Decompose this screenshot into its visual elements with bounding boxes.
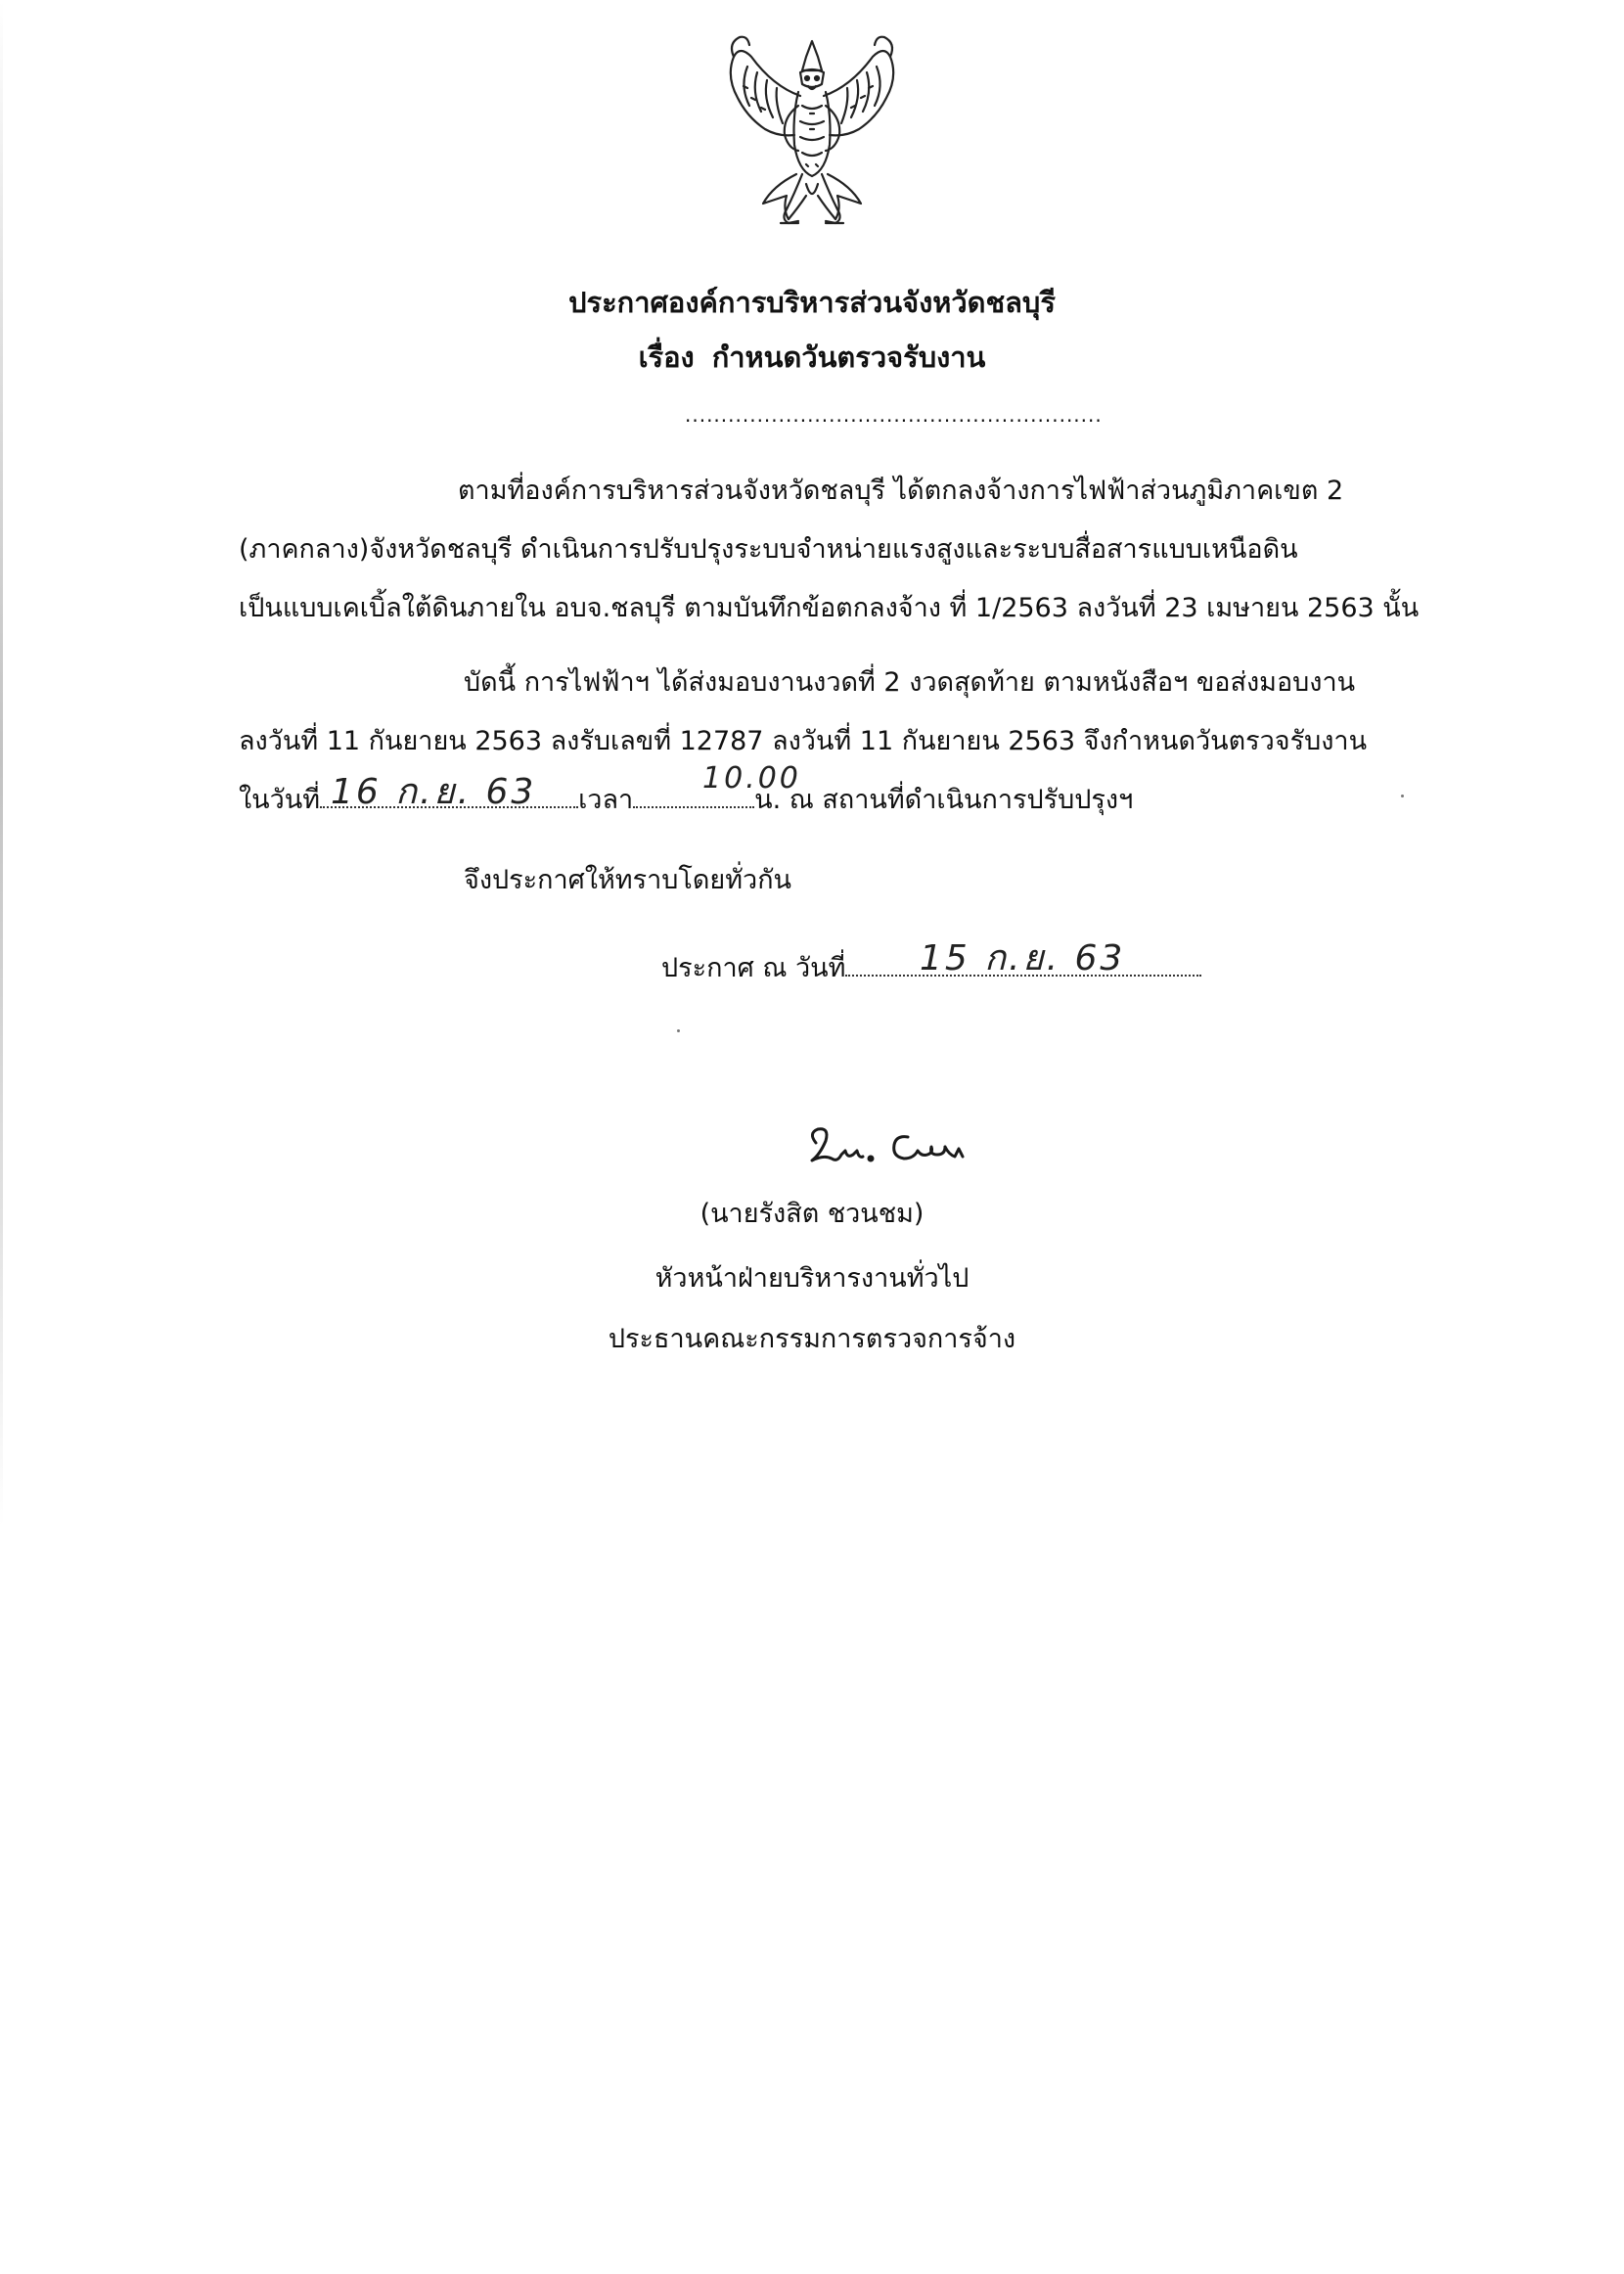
paragraph-2-line-2: ลงวันที่ 11 กันยายน 2563 ลงรับเลขที่ 12787 ลงวันที่ 11 กันยายน 2563 จึงกำหนดวันตรวจรับงาน xyxy=(239,726,1368,756)
paragraph-3: จึงประกาศให้ทราบโดยทั่วกัน xyxy=(464,865,791,895)
paragraph-2-line-1: บัดนี้ การไฟฟ้าฯ ได้ส่งมอบงานงวดที่ 2 งวดสุดท้าย ตามหนังสือฯ ขอส่งมอบงาน xyxy=(464,667,1356,698)
scan-speck xyxy=(1401,795,1404,797)
paragraph-1-line-2: (ภาคกลาง)จังหวัดชลบุรี ดำเนินการปรับปรุงระบบจำหน่ายแรงสูงและระบบสื่อสารแบบเหนือดิน xyxy=(239,534,1298,565)
title-separator: .......................................................... xyxy=(685,403,1103,427)
signatory-position-2: ประธานคณะกรรมการตรวจการจ้าง xyxy=(608,1324,1016,1354)
handwritten-inspection-time: 10.00 xyxy=(702,761,801,796)
announcement-subject xyxy=(0,335,1624,380)
location-text: น. ณ สถานที่ดำเนินการปรับปรุงฯ xyxy=(754,785,1134,815)
announcement-date-label: ประกาศ ณ วันที่ xyxy=(661,953,846,983)
garuda-emblem-icon xyxy=(704,27,920,243)
handwritten-signature-icon xyxy=(802,1115,998,1184)
signatory-name: (นายรังสิต ชวนชม) xyxy=(699,1199,925,1229)
signatory-position-1: หัวหน้าฝ่ายบริหารงานทั่วไป xyxy=(654,1263,970,1294)
handwritten-announcement-date: 15 ก.ย. 63 xyxy=(920,938,1126,978)
time-label: เวลา xyxy=(578,785,634,815)
subject-prefix: เรื่อง xyxy=(638,341,695,374)
date-label: ในวันที่ xyxy=(239,785,321,815)
paragraph-1-line-1: ตามที่องค์การบริหารส่วนจังหวัดชลบุรี ได้ตกลงจ้างการไฟฟ้าส่วนภูมิภาคเขต 2 xyxy=(458,476,1344,506)
scan-speck xyxy=(677,1029,680,1032)
paragraph-1-line-3: เป็นแบบเคเบิ้ลใต้ดินภายใน อบจ.ชลบุรี ตามบันทึกข้อตกลงจ้าง ที่ 1/2563 ลงวันที่ 23 เมษายน 2563 นั้น xyxy=(239,593,1420,623)
subject-text: กำหนดวันตรวจรับงาน xyxy=(711,341,986,374)
handwritten-inspection-date: 16 ก.ย. 63 xyxy=(331,772,537,812)
announcement-title: ประกาศองค์การบริหารส่วนจังหวัดชลบุรี xyxy=(568,286,1056,319)
